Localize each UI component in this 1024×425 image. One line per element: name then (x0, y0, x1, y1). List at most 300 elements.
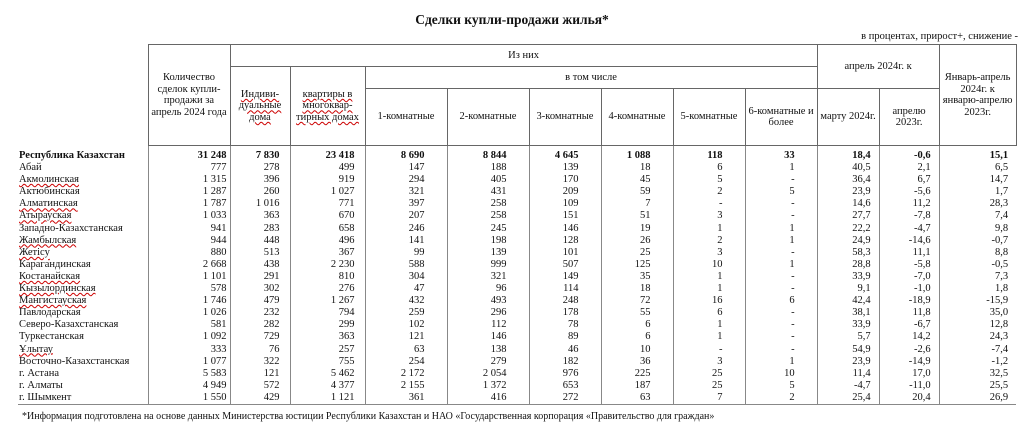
table-cell: 755 (290, 356, 365, 368)
table-cell: 2 (673, 235, 745, 247)
region-name: Республика Казахстан (19, 149, 125, 161)
table-cell: 2 668 (148, 259, 230, 271)
table-cell: 23 418 (290, 146, 365, 163)
table-cell: 246 (365, 223, 447, 235)
region-name: Абай (19, 162, 42, 174)
table-cell: 151 (529, 210, 601, 222)
region-name: Западно-Казахстанская (19, 222, 123, 234)
footnote: *Информация подготовлена на основе данных Министерства юстиции Республики Казахстан и НАО «Государственная корпорация «Правительство для граждан» (22, 411, 715, 422)
table-cell: 1 267 (290, 295, 365, 307)
table-cell: 24,9 (817, 235, 879, 247)
table-cell: - (745, 271, 817, 283)
table-cell: 33 (745, 146, 817, 163)
table-cell: 9,1 (817, 283, 879, 295)
table-cell: 209 (529, 186, 601, 198)
table-cell: - (745, 307, 817, 319)
table-row (18, 210, 1016, 222)
table-cell: 25,4 (817, 392, 879, 405)
table-cell: 6 (673, 307, 745, 319)
table-cell: 8 690 (365, 146, 447, 163)
header-april-2023: апрелю 2023г. (879, 89, 939, 146)
table-cell: 276 (290, 283, 365, 295)
table-cell: 367 (290, 247, 365, 259)
table-cell: 146 (447, 331, 529, 343)
table-cell: 54,9 (817, 344, 879, 356)
table-cell: 9,8 (939, 223, 1016, 235)
table-row (18, 344, 1016, 356)
header-april-to: апрель 2024г. к (817, 45, 939, 89)
table-cell: 3 (673, 247, 745, 259)
table-cell: 2,1 (879, 162, 939, 174)
table-cell: 14,7 (939, 174, 1016, 186)
table-cell: - (673, 198, 745, 210)
table-cell: 6,7 (879, 174, 939, 186)
table-cell: 1 (745, 223, 817, 235)
table-cell: - (745, 174, 817, 186)
table-cell: -11,0 (879, 380, 939, 392)
table-cell: 63 (601, 392, 673, 405)
table-cell: -5,8 (879, 259, 939, 271)
table-cell: 23,9 (817, 356, 879, 368)
table-cell: 294 (365, 174, 447, 186)
table-cell: 4 645 (529, 146, 601, 163)
table-cell: 141 (365, 235, 447, 247)
table-cell: 1,7 (939, 186, 1016, 198)
region-name: Павлодарская (19, 307, 81, 319)
table-cell: 260 (230, 186, 290, 198)
table-cell: 257 (290, 344, 365, 356)
table-cell: 670 (290, 210, 365, 222)
table-cell: 35,0 (939, 307, 1016, 319)
table-cell: -1,0 (879, 283, 939, 295)
table-cell: - (745, 198, 817, 210)
table-cell: 258 (447, 210, 529, 222)
header-room-1: 1-комнатные (365, 89, 447, 146)
table-cell: 1 (745, 235, 817, 247)
table-cell: 17,0 (879, 368, 939, 380)
table-cell: 33,9 (817, 271, 879, 283)
table-cell: 40,5 (817, 162, 879, 174)
table-cell: 1 287 (148, 186, 230, 198)
table-cell: 8,8 (939, 247, 1016, 259)
table-cell: 11,8 (879, 307, 939, 319)
table-cell: 581 (148, 319, 230, 331)
table-cell: 7 830 (230, 146, 290, 163)
region-name: г. Алматы (19, 379, 63, 391)
table-cell: - (745, 210, 817, 222)
table-cell: 28,3 (939, 198, 1016, 210)
table-cell: 1 (745, 162, 817, 174)
table-cell: 4 377 (290, 380, 365, 392)
header-march: марту 2024г. (817, 89, 879, 146)
table-cell: 396 (230, 174, 290, 186)
table-cell: 109 (529, 198, 601, 210)
table-cell: 6,5 (939, 162, 1016, 174)
table-cell: 1 (745, 259, 817, 271)
table-cell: 361 (365, 392, 447, 405)
table-body (18, 146, 1016, 405)
table-cell: 416 (447, 392, 529, 405)
header-room-2: 2-комнатные (447, 89, 529, 146)
table-cell: 182 (529, 356, 601, 368)
table-cell: 6 (673, 162, 745, 174)
table-cell: 7 (601, 198, 673, 210)
table-cell: 25,5 (939, 380, 1016, 392)
table-cell: 178 (529, 307, 601, 319)
units-note: в процентах, прирост+, снижение - (861, 31, 1018, 42)
table-cell: 333 (148, 344, 230, 356)
table-cell: 10 (745, 368, 817, 380)
table-cell: 1 (745, 356, 817, 368)
table-cell: 3 (673, 210, 745, 222)
table-cell: 46 (529, 344, 601, 356)
table-cell: 198 (447, 235, 529, 247)
table-cell: 55 (601, 307, 673, 319)
table-cell: 4 949 (148, 380, 230, 392)
table-cell: 432 (365, 295, 447, 307)
table-cell: - (745, 331, 817, 343)
table-cell: 11,2 (879, 198, 939, 210)
table-cell: 5 (745, 186, 817, 198)
table-cell: 1 372 (447, 380, 529, 392)
table-cell: 114 (529, 283, 601, 295)
table-cell: 282 (230, 319, 290, 331)
table-cell: 2 172 (365, 368, 447, 380)
table-cell: 138 (447, 344, 529, 356)
table-cell: 18 (601, 162, 673, 174)
table-cell: 11,4 (817, 368, 879, 380)
table-cell: 919 (290, 174, 365, 186)
table-cell: 187 (601, 380, 673, 392)
table-row (18, 380, 1016, 392)
table-cell: 19 (601, 223, 673, 235)
table-cell: 2 230 (290, 259, 365, 271)
table-cell: 25 (673, 380, 745, 392)
table-row (18, 283, 1016, 295)
table-cell: -7,0 (879, 271, 939, 283)
table-cell: 777 (148, 162, 230, 174)
table-cell: 7 (673, 392, 745, 405)
table-cell: 188 (447, 162, 529, 174)
table-cell: 101 (529, 247, 601, 259)
table-cell: 729 (230, 331, 290, 343)
table-cell: 42,4 (817, 295, 879, 307)
table-cell: 32,5 (939, 368, 1016, 380)
table-cell: 14,6 (817, 198, 879, 210)
table-cell: -14,9 (879, 356, 939, 368)
table-cell: 429 (230, 392, 290, 405)
region-name: Карагандинская (19, 258, 91, 270)
table-cell: -6,7 (879, 319, 939, 331)
table-cell: 33,9 (817, 319, 879, 331)
region-name: Атырауская (19, 210, 72, 222)
table-cell: 880 (148, 247, 230, 259)
table-cell: -4,7 (879, 223, 939, 235)
table-cell: 245 (447, 223, 529, 235)
table-cell: 27,7 (817, 210, 879, 222)
header-jan-apr: Январь-апрель 2024г. к январю-апрелю 2023г. (939, 45, 1016, 146)
table-cell: - (745, 283, 817, 295)
table-cell: 1 746 (148, 295, 230, 307)
corner-cell (18, 45, 148, 146)
table-cell: 507 (529, 259, 601, 271)
table-cell: 22,2 (817, 223, 879, 235)
header-apartments: квартиры в многоквар-тирных домах (290, 67, 365, 146)
table-cell: 11,1 (879, 247, 939, 259)
table-cell: 363 (230, 210, 290, 222)
table-cell: 1 016 (230, 198, 290, 210)
table-cell: 810 (290, 271, 365, 283)
table-cell: 96 (447, 283, 529, 295)
table-cell: 125 (601, 259, 673, 271)
table-cell: 448 (230, 235, 290, 247)
table-cell: 272 (529, 392, 601, 405)
table-row (18, 307, 1016, 319)
table-cell: 572 (230, 380, 290, 392)
table-row (18, 331, 1016, 343)
table-cell: 493 (447, 295, 529, 307)
region-name: Алматинская (19, 198, 78, 210)
table-cell: 304 (365, 271, 447, 283)
table-cell: -7,4 (939, 344, 1016, 356)
region-name: Костанайская (19, 270, 81, 282)
table-cell: 5,7 (817, 331, 879, 343)
table-cell: -7,8 (879, 210, 939, 222)
table-cell: 6 (601, 319, 673, 331)
table-row (18, 295, 1016, 307)
table-cell: 10 (601, 344, 673, 356)
table-cell: 496 (290, 235, 365, 247)
table-cell: 25 (673, 368, 745, 380)
table-cell: 5 (673, 174, 745, 186)
table-cell: 2 155 (365, 380, 447, 392)
table-cell: 1,8 (939, 283, 1016, 295)
region-name: Мангистауская (19, 295, 87, 307)
table-cell: 35 (601, 271, 673, 283)
table-cell: 76 (230, 344, 290, 356)
table-row (18, 368, 1016, 380)
table-row (18, 319, 1016, 331)
table-cell: 1 033 (148, 210, 230, 222)
table-cell: 1 315 (148, 174, 230, 186)
table-cell: 63 (365, 344, 447, 356)
table-cell: 578 (148, 283, 230, 295)
table-cell: 58,3 (817, 247, 879, 259)
table-cell: 278 (230, 162, 290, 174)
table-cell: 254 (365, 356, 447, 368)
table-cell: -0,5 (939, 259, 1016, 271)
table-cell: 363 (290, 331, 365, 343)
table-row (18, 223, 1016, 235)
table-cell: 3 (673, 356, 745, 368)
table-cell: -15,9 (939, 295, 1016, 307)
table-cell: -4,7 (817, 380, 879, 392)
table-cell: 653 (529, 380, 601, 392)
table-cell: 78 (529, 319, 601, 331)
table-row (18, 174, 1016, 186)
table-cell: -14,6 (879, 235, 939, 247)
table-cell: 794 (290, 307, 365, 319)
table-cell: 1 077 (148, 356, 230, 368)
table-cell: 431 (447, 186, 529, 198)
table-cell: 147 (365, 162, 447, 174)
table-row (18, 198, 1016, 210)
table-cell: 51 (601, 210, 673, 222)
table-row (18, 271, 1016, 283)
region-name: Жамбылская (19, 234, 77, 246)
table-cell: 23,9 (817, 186, 879, 198)
table-cell: 1 (673, 271, 745, 283)
table-cell: 102 (365, 319, 447, 331)
table-row (18, 186, 1016, 198)
table-cell: 112 (447, 319, 529, 331)
region-name: Ұлытау (19, 343, 53, 355)
table-row (18, 259, 1016, 271)
table-cell: 121 (230, 368, 290, 380)
table-cell: 5 462 (290, 368, 365, 380)
table-cell: 18 (601, 283, 673, 295)
table-cell: 121 (365, 331, 447, 343)
table-row (18, 247, 1016, 259)
table-row (18, 356, 1016, 368)
table-cell: 232 (230, 307, 290, 319)
table-cell: 1 (673, 223, 745, 235)
table-cell: 170 (529, 174, 601, 186)
table-cell: 16 (673, 295, 745, 307)
header-room-6: 6-комнатные и более (745, 89, 817, 146)
table-cell: 18,4 (817, 146, 879, 163)
table-cell: 322 (230, 356, 290, 368)
table-cell: 45 (601, 174, 673, 186)
table-cell: 128 (529, 235, 601, 247)
table-cell: 31 248 (148, 146, 230, 163)
region-name: Жетісу (19, 246, 50, 258)
table-cell: 20,4 (879, 392, 939, 405)
table-cell: 1 027 (290, 186, 365, 198)
table-cell: 12,8 (939, 319, 1016, 331)
table-row-total (18, 146, 1016, 163)
table-cell: 89 (529, 331, 601, 343)
table-cell: 2 (745, 392, 817, 405)
header-individual-houses: Индиви-дуальные дома (230, 67, 290, 146)
table-cell: 99 (365, 247, 447, 259)
table-cell: - (745, 319, 817, 331)
header-room-3: 3-комнатные (529, 89, 601, 146)
table-cell: 291 (230, 271, 290, 283)
table-cell: 248 (529, 295, 601, 307)
housing-deals-table (18, 44, 1017, 405)
table-cell: - (673, 344, 745, 356)
table-cell: 118 (673, 146, 745, 163)
table-cell: 976 (529, 368, 601, 380)
table-cell: 59 (601, 186, 673, 198)
table-cell: 479 (230, 295, 290, 307)
table-cell: 321 (365, 186, 447, 198)
table-cell: - (745, 344, 817, 356)
table-cell: 36,4 (817, 174, 879, 186)
table-cell: 146 (529, 223, 601, 235)
table-cell: 225 (601, 368, 673, 380)
header-including: в том числе (365, 67, 817, 89)
table-cell: 47 (365, 283, 447, 295)
table-cell: -0,6 (879, 146, 939, 163)
table-cell: -2,6 (879, 344, 939, 356)
table-cell: 6 (745, 295, 817, 307)
region-name: Актюбинская (19, 186, 80, 198)
table-cell: 513 (230, 247, 290, 259)
table-cell: 438 (230, 259, 290, 271)
table-cell: 397 (365, 198, 447, 210)
table-cell: 941 (148, 223, 230, 235)
table-cell: 2 054 (447, 368, 529, 380)
table-cell: 499 (290, 162, 365, 174)
table-cell: 207 (365, 210, 447, 222)
table-cell: 1 (673, 331, 745, 343)
table-cell: 279 (447, 356, 529, 368)
table-cell: -5,6 (879, 186, 939, 198)
table-cell: -0,7 (939, 235, 1016, 247)
table-cell: 588 (365, 259, 447, 271)
table-cell: 139 (447, 247, 529, 259)
table-cell: 6 (601, 331, 673, 343)
table-cell: 26 (601, 235, 673, 247)
table-row (18, 162, 1016, 174)
table-cell: 299 (290, 319, 365, 331)
table-cell: 36 (601, 356, 673, 368)
table-cell: 38,1 (817, 307, 879, 319)
table-cell: 72 (601, 295, 673, 307)
region-name: г. Шымкент (18, 392, 148, 405)
table-cell: 1 026 (148, 307, 230, 319)
header-of-which: Из них (230, 45, 817, 67)
table-cell: - (745, 247, 817, 259)
table-cell: 28,8 (817, 259, 879, 271)
table-cell: 296 (447, 307, 529, 319)
header-total-deals: Количество сделок купли-продажи за апрель 2024 года (148, 45, 230, 146)
table-cell: 149 (529, 271, 601, 283)
table-cell: 1 550 (148, 392, 230, 405)
region-name: Кызылординская (19, 283, 96, 295)
table-row (18, 235, 1016, 247)
table-cell: 1 092 (148, 331, 230, 343)
table-cell: 321 (447, 271, 529, 283)
table-cell: 14,2 (879, 331, 939, 343)
table-cell: 1 088 (601, 146, 673, 163)
table-cell: 771 (290, 198, 365, 210)
table-cell: 658 (290, 223, 365, 235)
region-name: Акмолинская (19, 174, 80, 186)
table-cell: 1 (673, 283, 745, 295)
table-cell: 999 (447, 259, 529, 271)
region-name: г. Астана (19, 367, 60, 379)
region-name: Восточно-Казахстанская (19, 355, 130, 367)
table-cell: 944 (148, 235, 230, 247)
table-row (18, 392, 1016, 405)
header-room-4: 4-комнатные (601, 89, 673, 146)
table-cell: 5 (745, 380, 817, 392)
table-cell: 7,4 (939, 210, 1016, 222)
table-cell: 5 583 (148, 368, 230, 380)
table-cell: 258 (447, 198, 529, 210)
region-name: Северо-Казахстанская (19, 319, 119, 331)
page-title: Сделки купли-продажи жилья* (415, 12, 609, 27)
table-cell: 1 121 (290, 392, 365, 405)
table-cell: 259 (365, 307, 447, 319)
table-cell: 26,9 (939, 392, 1016, 405)
table-cell: 8 844 (447, 146, 529, 163)
table-cell: 2 (673, 186, 745, 198)
table-cell: 25 (601, 247, 673, 259)
